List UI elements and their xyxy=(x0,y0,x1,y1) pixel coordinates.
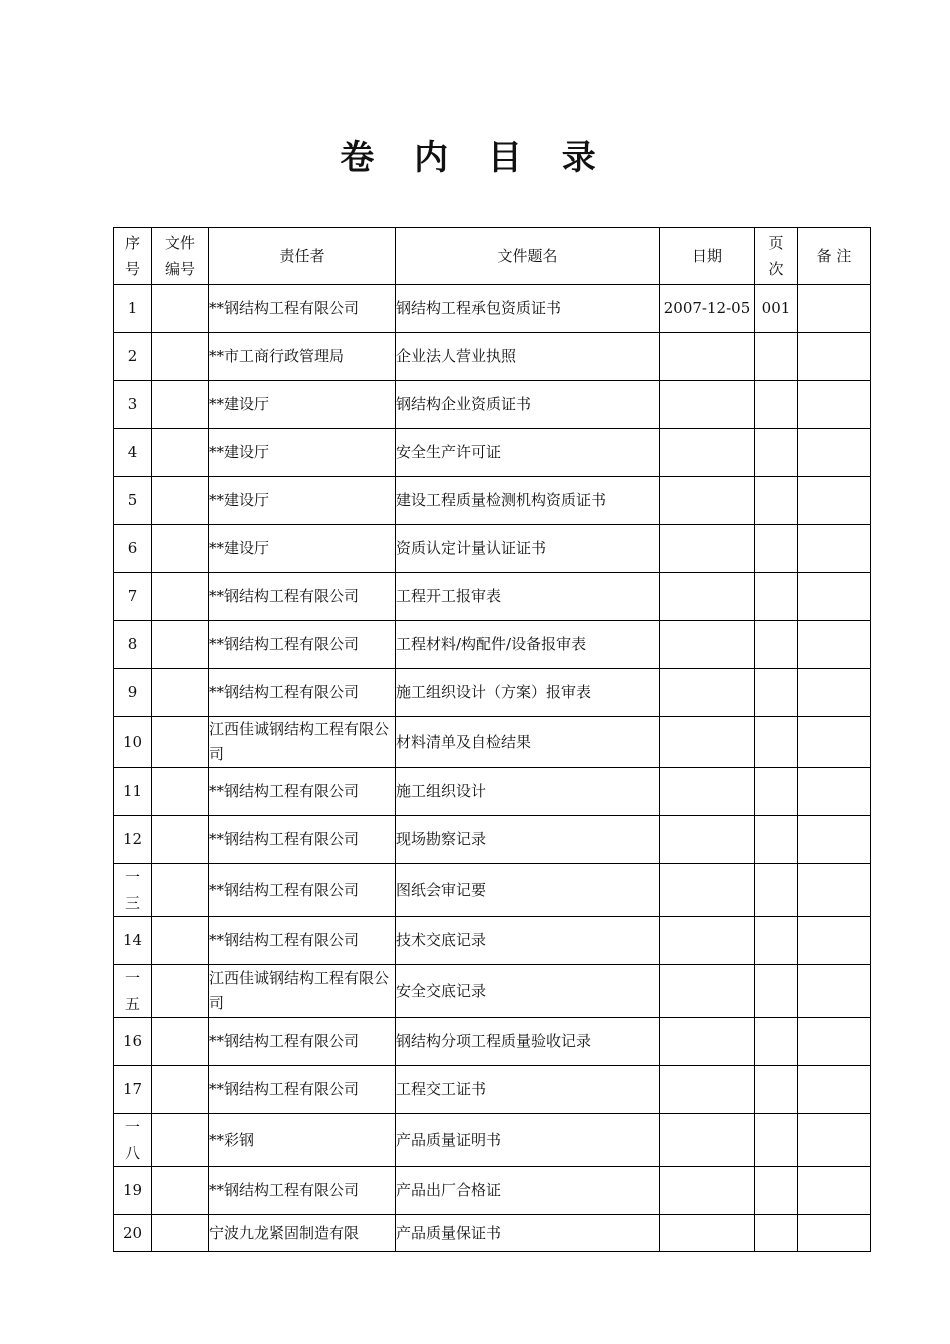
row-note xyxy=(798,621,871,669)
row-title: 产品质量保证书 xyxy=(396,1215,660,1252)
row-owner: **钢结构工程有限公司 xyxy=(209,1018,396,1066)
row-doc-no xyxy=(152,816,209,864)
row-date xyxy=(660,717,755,768)
row-doc-no xyxy=(152,669,209,717)
row-page xyxy=(755,1018,798,1066)
row-owner: **钢结构工程有限公司 xyxy=(209,621,396,669)
table-row xyxy=(114,1018,871,1066)
row-note xyxy=(798,816,871,864)
row-date xyxy=(660,429,755,477)
row-title: 工程开工报审表 xyxy=(396,573,660,621)
header-date: 日期 xyxy=(660,228,755,285)
row-page xyxy=(755,1114,798,1167)
row-page xyxy=(755,1167,798,1215)
row-note xyxy=(798,917,871,965)
row-doc-no xyxy=(152,864,209,917)
row-seq: 8 xyxy=(114,621,152,669)
row-note xyxy=(798,1215,871,1252)
row-date xyxy=(660,333,755,381)
row-seq: 14 xyxy=(114,917,152,965)
row-note xyxy=(798,429,871,477)
table-row xyxy=(114,525,871,573)
row-page xyxy=(755,333,798,381)
row-note xyxy=(798,768,871,816)
row-title: 材料清单及自检结果 xyxy=(396,717,660,768)
row-date xyxy=(660,1167,755,1215)
table-header-row xyxy=(114,228,871,285)
row-note xyxy=(798,864,871,917)
row-seq: 3 xyxy=(114,381,152,429)
row-owner: **建设厅 xyxy=(209,477,396,525)
header-owner: 责任者 xyxy=(209,228,396,285)
row-seq: 一五 xyxy=(114,965,152,1018)
table-row xyxy=(114,816,871,864)
header-title: 文件题名 xyxy=(396,228,660,285)
row-seq: 4 xyxy=(114,429,152,477)
row-seq: 10 xyxy=(114,717,152,768)
row-title: 安全交底记录 xyxy=(396,965,660,1018)
row-doc-no xyxy=(152,1114,209,1167)
row-owner: **钢结构工程有限公司 xyxy=(209,1167,396,1215)
row-doc-no xyxy=(152,1066,209,1114)
row-date: 2007-12-05 xyxy=(660,285,755,333)
row-page xyxy=(755,917,798,965)
row-doc-no xyxy=(152,477,209,525)
row-title: 工程材料/构配件/设备报审表 xyxy=(396,621,660,669)
row-date xyxy=(660,965,755,1018)
row-owner: **市工商行政管理局 xyxy=(209,333,396,381)
row-page xyxy=(755,429,798,477)
row-date xyxy=(660,669,755,717)
table-row xyxy=(114,717,871,768)
table-row xyxy=(114,1215,871,1252)
table-row xyxy=(114,477,871,525)
row-page xyxy=(755,669,798,717)
table-row xyxy=(114,1066,871,1114)
row-date xyxy=(660,573,755,621)
row-owner: **建设厅 xyxy=(209,381,396,429)
row-page xyxy=(755,864,798,917)
row-doc-no xyxy=(152,1215,209,1252)
row-title: 安全生产许可证 xyxy=(396,429,660,477)
row-seq: 一八 xyxy=(114,1114,152,1167)
row-doc-no xyxy=(152,917,209,965)
row-seq: 1 xyxy=(114,285,152,333)
row-doc-no xyxy=(152,381,209,429)
row-seq: 7 xyxy=(114,573,152,621)
row-date xyxy=(660,917,755,965)
row-page xyxy=(755,477,798,525)
table-row xyxy=(114,669,871,717)
row-owner: **钢结构工程有限公司 xyxy=(209,1066,396,1114)
row-date xyxy=(660,768,755,816)
row-note xyxy=(798,717,871,768)
row-date xyxy=(660,381,755,429)
table-row xyxy=(114,381,871,429)
row-seq: 5 xyxy=(114,477,152,525)
row-doc-no xyxy=(152,717,209,768)
row-title: 钢结构分项工程质量验收记录 xyxy=(396,1018,660,1066)
row-seq: 12 xyxy=(114,816,152,864)
row-page xyxy=(755,1066,798,1114)
row-note xyxy=(798,1114,871,1167)
row-doc-no xyxy=(152,525,209,573)
row-title: 现场勘察记录 xyxy=(396,816,660,864)
row-title: 钢结构企业资质证书 xyxy=(396,381,660,429)
row-title: 施工组织设计（方案）报审表 xyxy=(396,669,660,717)
row-title: 钢结构工程承包资质证书 xyxy=(396,285,660,333)
table-row xyxy=(114,768,871,816)
row-title: 企业法人营业执照 xyxy=(396,333,660,381)
row-page xyxy=(755,621,798,669)
row-owner: 江西佳诚钢结构工程有限公司 xyxy=(209,717,396,768)
row-owner: **钢结构工程有限公司 xyxy=(209,864,396,917)
row-owner: **钢结构工程有限公司 xyxy=(209,768,396,816)
table-row xyxy=(114,917,871,965)
row-doc-no xyxy=(152,965,209,1018)
row-title: 施工组织设计 xyxy=(396,768,660,816)
row-note xyxy=(798,525,871,573)
row-date xyxy=(660,1114,755,1167)
table-row xyxy=(114,573,871,621)
row-page xyxy=(755,717,798,768)
row-owner: 江西佳诚钢结构工程有限公司 xyxy=(209,965,396,1018)
header-note: 备 注 xyxy=(798,228,871,285)
row-seq: 2 xyxy=(114,333,152,381)
header-seq: 序号 xyxy=(114,228,152,285)
row-doc-no xyxy=(152,621,209,669)
row-owner: **钢结构工程有限公司 xyxy=(209,816,396,864)
row-note xyxy=(798,381,871,429)
row-title: 产品质量证明书 xyxy=(396,1114,660,1167)
row-seq: 一三 xyxy=(114,864,152,917)
row-title: 建设工程质量检测机构资质证书 xyxy=(396,477,660,525)
row-note xyxy=(798,285,871,333)
row-owner: **钢结构工程有限公司 xyxy=(209,669,396,717)
row-seq: 11 xyxy=(114,768,152,816)
row-page: 001 xyxy=(755,285,798,333)
row-seq: 20 xyxy=(114,1215,152,1252)
row-note xyxy=(798,573,871,621)
table-row xyxy=(114,864,871,917)
row-seq: 16 xyxy=(114,1018,152,1066)
table-row xyxy=(114,1114,871,1167)
row-note xyxy=(798,333,871,381)
row-date xyxy=(660,1018,755,1066)
row-page xyxy=(755,525,798,573)
header-page: 页次 xyxy=(755,228,798,285)
row-doc-no xyxy=(152,768,209,816)
row-date xyxy=(660,1215,755,1252)
row-owner: **建设厅 xyxy=(209,525,396,573)
row-doc-no xyxy=(152,1167,209,1215)
page-title: 卷 内 目 录 xyxy=(340,138,610,178)
row-date xyxy=(660,621,755,669)
row-note xyxy=(798,1066,871,1114)
row-doc-no xyxy=(152,429,209,477)
row-title: 产品出厂合格证 xyxy=(396,1167,660,1215)
row-owner: **建设厅 xyxy=(209,429,396,477)
row-seq: 9 xyxy=(114,669,152,717)
row-date xyxy=(660,816,755,864)
row-doc-no xyxy=(152,573,209,621)
row-page xyxy=(755,768,798,816)
row-note xyxy=(798,1018,871,1066)
row-title: 技术交底记录 xyxy=(396,917,660,965)
row-doc-no xyxy=(152,285,209,333)
row-note xyxy=(798,669,871,717)
header-doc-no: 文件编号 xyxy=(152,228,209,285)
row-note xyxy=(798,1167,871,1215)
catalog-table xyxy=(113,227,871,1252)
row-date xyxy=(660,864,755,917)
table-row xyxy=(114,333,871,381)
row-date xyxy=(660,525,755,573)
table-row xyxy=(114,285,871,333)
row-note xyxy=(798,965,871,1018)
row-title: 图纸会审记要 xyxy=(396,864,660,917)
row-page xyxy=(755,381,798,429)
row-page xyxy=(755,965,798,1018)
row-page xyxy=(755,1215,798,1252)
row-date xyxy=(660,477,755,525)
row-title: 工程交工证书 xyxy=(396,1066,660,1114)
row-title: 资质认定计量认证证书 xyxy=(396,525,660,573)
row-page xyxy=(755,573,798,621)
row-page xyxy=(755,816,798,864)
row-owner: **彩钢 xyxy=(209,1114,396,1167)
row-date xyxy=(660,1066,755,1114)
table-row xyxy=(114,621,871,669)
row-owner: **钢结构工程有限公司 xyxy=(209,285,396,333)
row-owner: **钢结构工程有限公司 xyxy=(209,573,396,621)
row-seq: 19 xyxy=(114,1167,152,1215)
row-owner: 宁波九龙紧固制造有限 xyxy=(209,1215,396,1252)
row-seq: 6 xyxy=(114,525,152,573)
row-owner: **钢结构工程有限公司 xyxy=(209,917,396,965)
table-row xyxy=(114,965,871,1018)
table-row xyxy=(114,1167,871,1215)
row-doc-no xyxy=(152,1018,209,1066)
row-doc-no xyxy=(152,333,209,381)
row-note xyxy=(798,477,871,525)
table-row xyxy=(114,429,871,477)
row-seq: 17 xyxy=(114,1066,152,1114)
